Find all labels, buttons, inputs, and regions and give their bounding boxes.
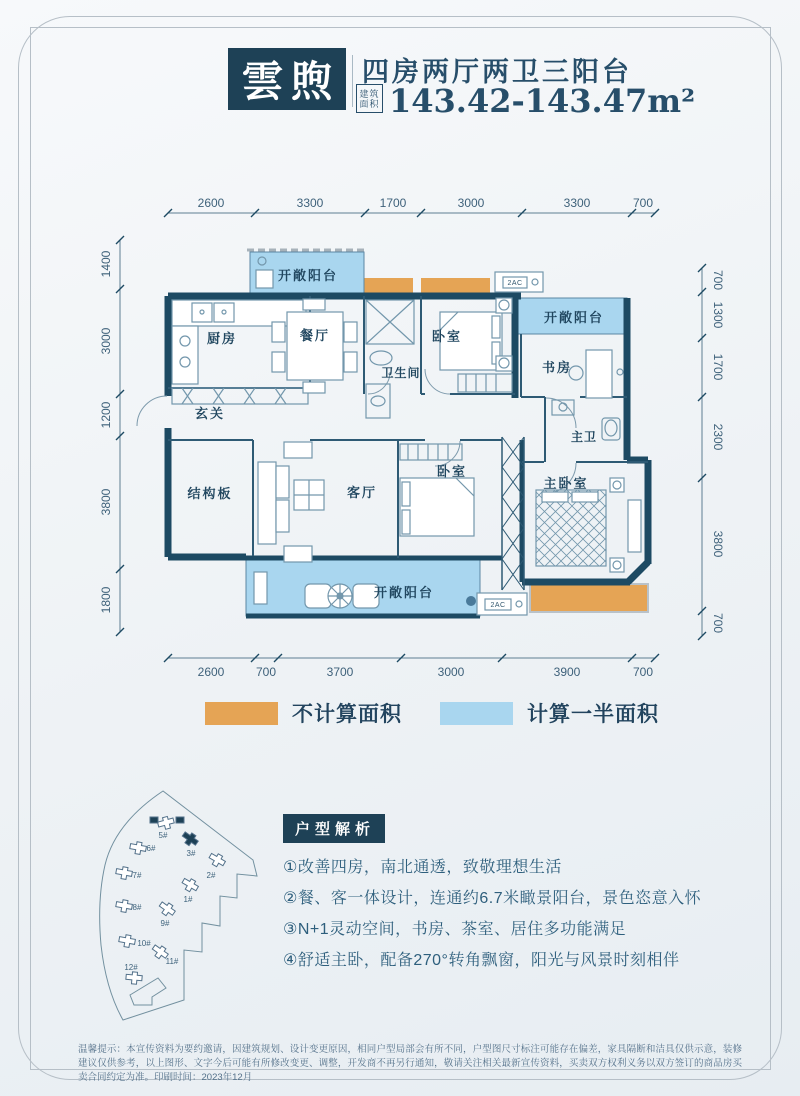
room-label-slab: 结构板 [187,486,233,501]
highlighted-unit [176,817,184,823]
highlighted-unit [150,817,158,823]
room-label-master-bath: 主卫 [570,430,598,444]
study-desk-icon [569,350,623,398]
area-row [356,82,696,120]
building-label: 5# [158,831,168,840]
analysis-list [283,852,743,976]
room-label-dining: 餐厅 [299,328,331,343]
room-label-balcony-bottom: 开敞阳台 [373,585,435,600]
building-label: 1# [183,895,193,904]
dim-label: 1300 [711,301,725,329]
room-label-bath: 卫生间 [381,366,421,380]
dim-label: 700 [632,196,654,210]
analysis-title: 户型解析 [283,814,385,843]
bathroom-fixtures-icon [366,300,414,418]
sofa-icon [258,442,324,562]
analysis-item: ④舒适主卧，配备270°转角飘窗，阳光与风景时刻相伴 [283,952,680,969]
kitchen-counter-icon [172,300,306,384]
header-divider [352,55,353,107]
dim-label: 700 [255,665,277,679]
dim-label: 1700 [379,196,407,210]
building-label: 11# [165,957,179,966]
area-badge-line1: 建筑 [359,88,380,99]
building-label: 12# [124,963,138,972]
logo-text: 雲煦 [241,57,340,106]
building-label: 6# [146,844,156,853]
master-bed-icon [536,478,641,572]
dim-label: 2300 [711,423,725,451]
dim-label: 3800 [711,530,725,558]
building-label: 2# [206,871,216,880]
dim-label: 3700 [326,665,354,679]
building-label: 9# [160,919,170,928]
entry-cabinet-icon [172,388,308,404]
dim-label: 700 [632,665,654,679]
dim-label: 700 [711,612,725,634]
page-title: 四房两厅两卫三阳台 [362,57,632,88]
dim-label: 3000 [457,196,485,210]
bed1-icon [440,298,512,392]
dim-label: 3900 [553,665,581,679]
ac-label: 2AC [490,602,506,609]
room-label-living: 客厅 [346,485,378,500]
dim-label: 3000 [99,327,113,355]
dim-label: 2600 [197,665,225,679]
room-label-study: 书房 [541,360,573,375]
logo-box [228,48,346,110]
room-label-bedroom1: 卧室 [431,329,463,344]
ac-label: 2AC [507,280,523,287]
building-label: 8# [132,903,142,912]
dim-label: 3000 [437,665,465,679]
legend-not-counted [205,698,402,728]
legend-swatch-blue [440,702,513,725]
room-label-balcony-right: 开敞阳台 [543,310,605,325]
dim-label: 3800 [99,488,113,516]
area-value: 143.42-143.47m² [389,82,696,120]
analysis-item: ①改善四房，南北通透，致敬理想生活 [283,859,562,876]
dim-label: 1700 [711,353,725,381]
analysis-item: ②餐、客一体设计，连通约6.7米瞰景阳台，景色恣意入怀 [283,890,702,907]
room-label-kitchen: 厨房 [206,331,238,346]
analysis-item: ③N+1灵动空间，书房、茶室、居住多功能满足 [283,921,627,938]
building-label: 10# [137,939,151,948]
dim-label: 700 [711,269,725,291]
highlighted-building [180,829,200,848]
disclaimer-text: 温馨提示：本宣传资料为要约邀请，因建筑规划、设计变更原因，相同户型局部会有所不同，户型图尺寸标注可能存在偏差，家具隔断和洁具仅供示意，装修建议仅供参考，以上图形、文字今后可能有所修改变更、调整，开发商不再另行通知，敬请关注相关最新宣传资料，买卖双方权利义务以双方签订的商品房买卖合同约定为准。印刷时间：2023年12月 [78,1044,742,1083]
building-label: 7# [132,871,142,880]
area-badge-line2: 面积 [359,98,380,109]
analysis-section [283,814,743,976]
dim-label: 3300 [563,196,591,210]
room-label-bedroom2: 卧室 [436,464,468,479]
legend-label: 计算一半面积 [527,703,659,726]
dim-label: 1200 [99,401,113,429]
room-label-balcony-top: 开敞阳台 [277,268,339,283]
dim-label: 1800 [99,586,113,614]
ac-unit-left [254,572,267,604]
siteplan-drawing [90,782,270,1030]
legend-label: 不计算面积 [292,703,402,726]
dim-label: 1400 [99,250,113,278]
dim-label: 3300 [296,196,324,210]
floorplan-drawing [90,185,725,690]
building-label: 3# [186,849,196,858]
dim-label: 2600 [197,196,225,210]
room-label-entry: 玄关 [194,406,226,421]
legend-swatch-orange [205,702,278,725]
room-label-master: 主卧室 [543,476,589,491]
area-badge [356,84,383,113]
legend-half-counted [440,698,659,728]
bed2-icon [400,444,474,536]
